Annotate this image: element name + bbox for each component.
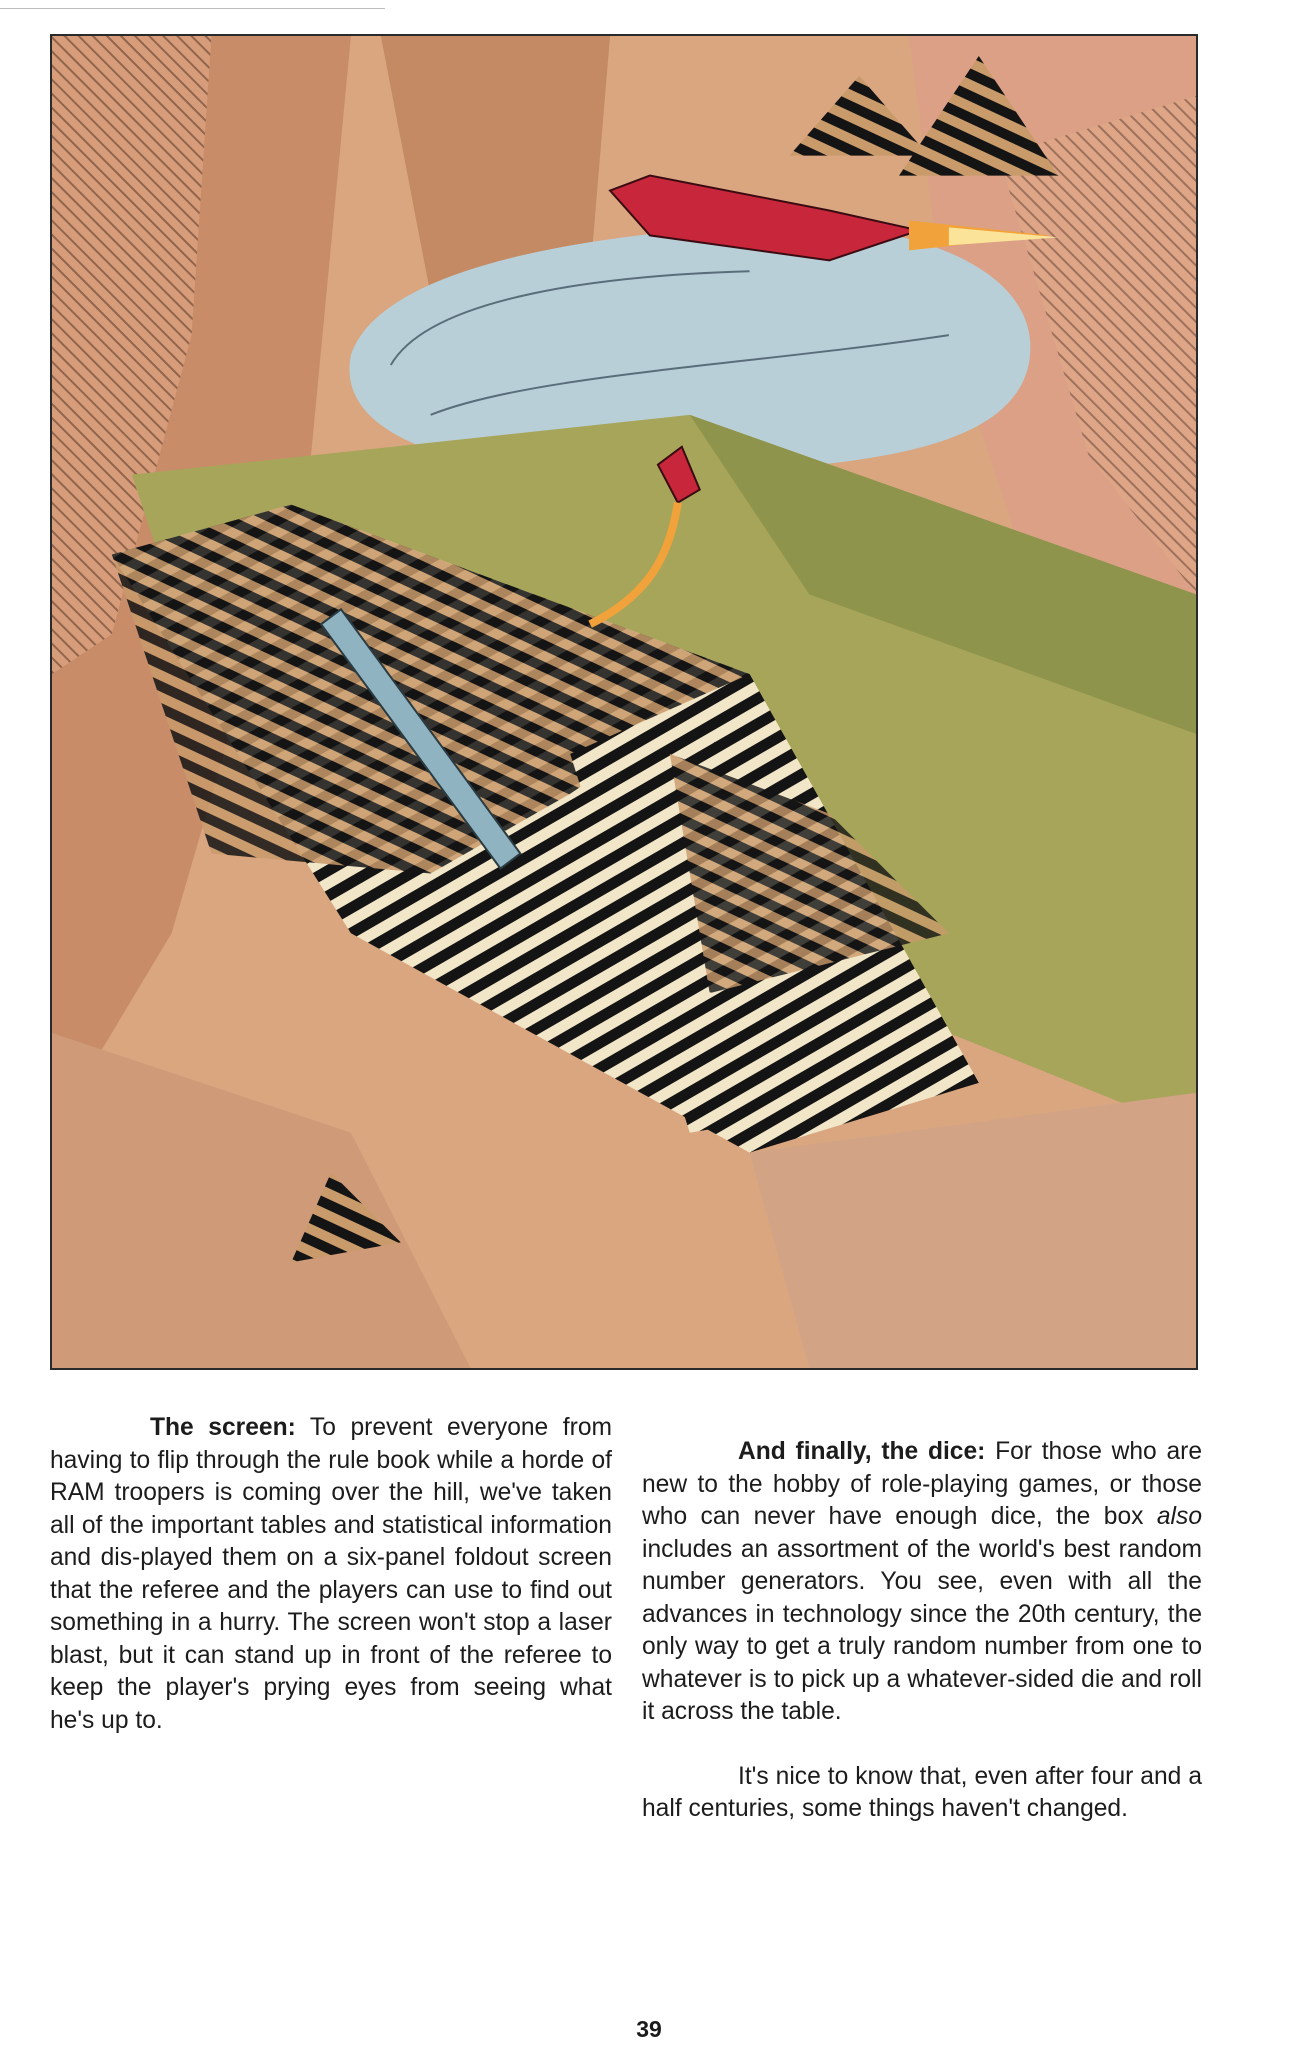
top-rule [0,8,385,9]
left-paragraph [50,1412,612,1737]
screen-body: To prevent everyone from having to flip through the rule book while a horde of RAM troopers is coming over the hill, we've taken all of the important tables and statistical information and dis-played them on a six-panel foldout screen that the referee and the players can use to find out something in a hurry. The screen won't stop a laser blast, but it can stand up in front of the referee to keep the player's prying eyes from seeing what he's up to. [50,1414,612,1734]
dice-italic: also [1156,1503,1202,1530]
closing-text: It's nice to know that, even after four and a half centuries, some things haven't changed. [642,1762,1202,1822]
section-lead-screen: The screen: [150,1414,296,1441]
right-column [642,1436,1202,1826]
right-paragraph [642,1436,1202,1729]
page-number: 39 [636,2016,662,2042]
section-lead-dice: And finally, the dice: [738,1438,986,1465]
pyramid-city-illustration [50,34,1198,1370]
closing-paragraph [642,1761,1202,1826]
dice-body-b: includes an assortment of the world's best random number generators. You see, even with all the advances in technology since the 20th century, the only way to get a truly random number from one to whatever is to pick up a whatever-sided die and roll it across the table. [642,1535,1202,1725]
left-column [50,1412,612,1737]
dice-body-a: For those who are new to the hobby of role-playing games, or those who can never have enough dice, the box [642,1438,1202,1530]
